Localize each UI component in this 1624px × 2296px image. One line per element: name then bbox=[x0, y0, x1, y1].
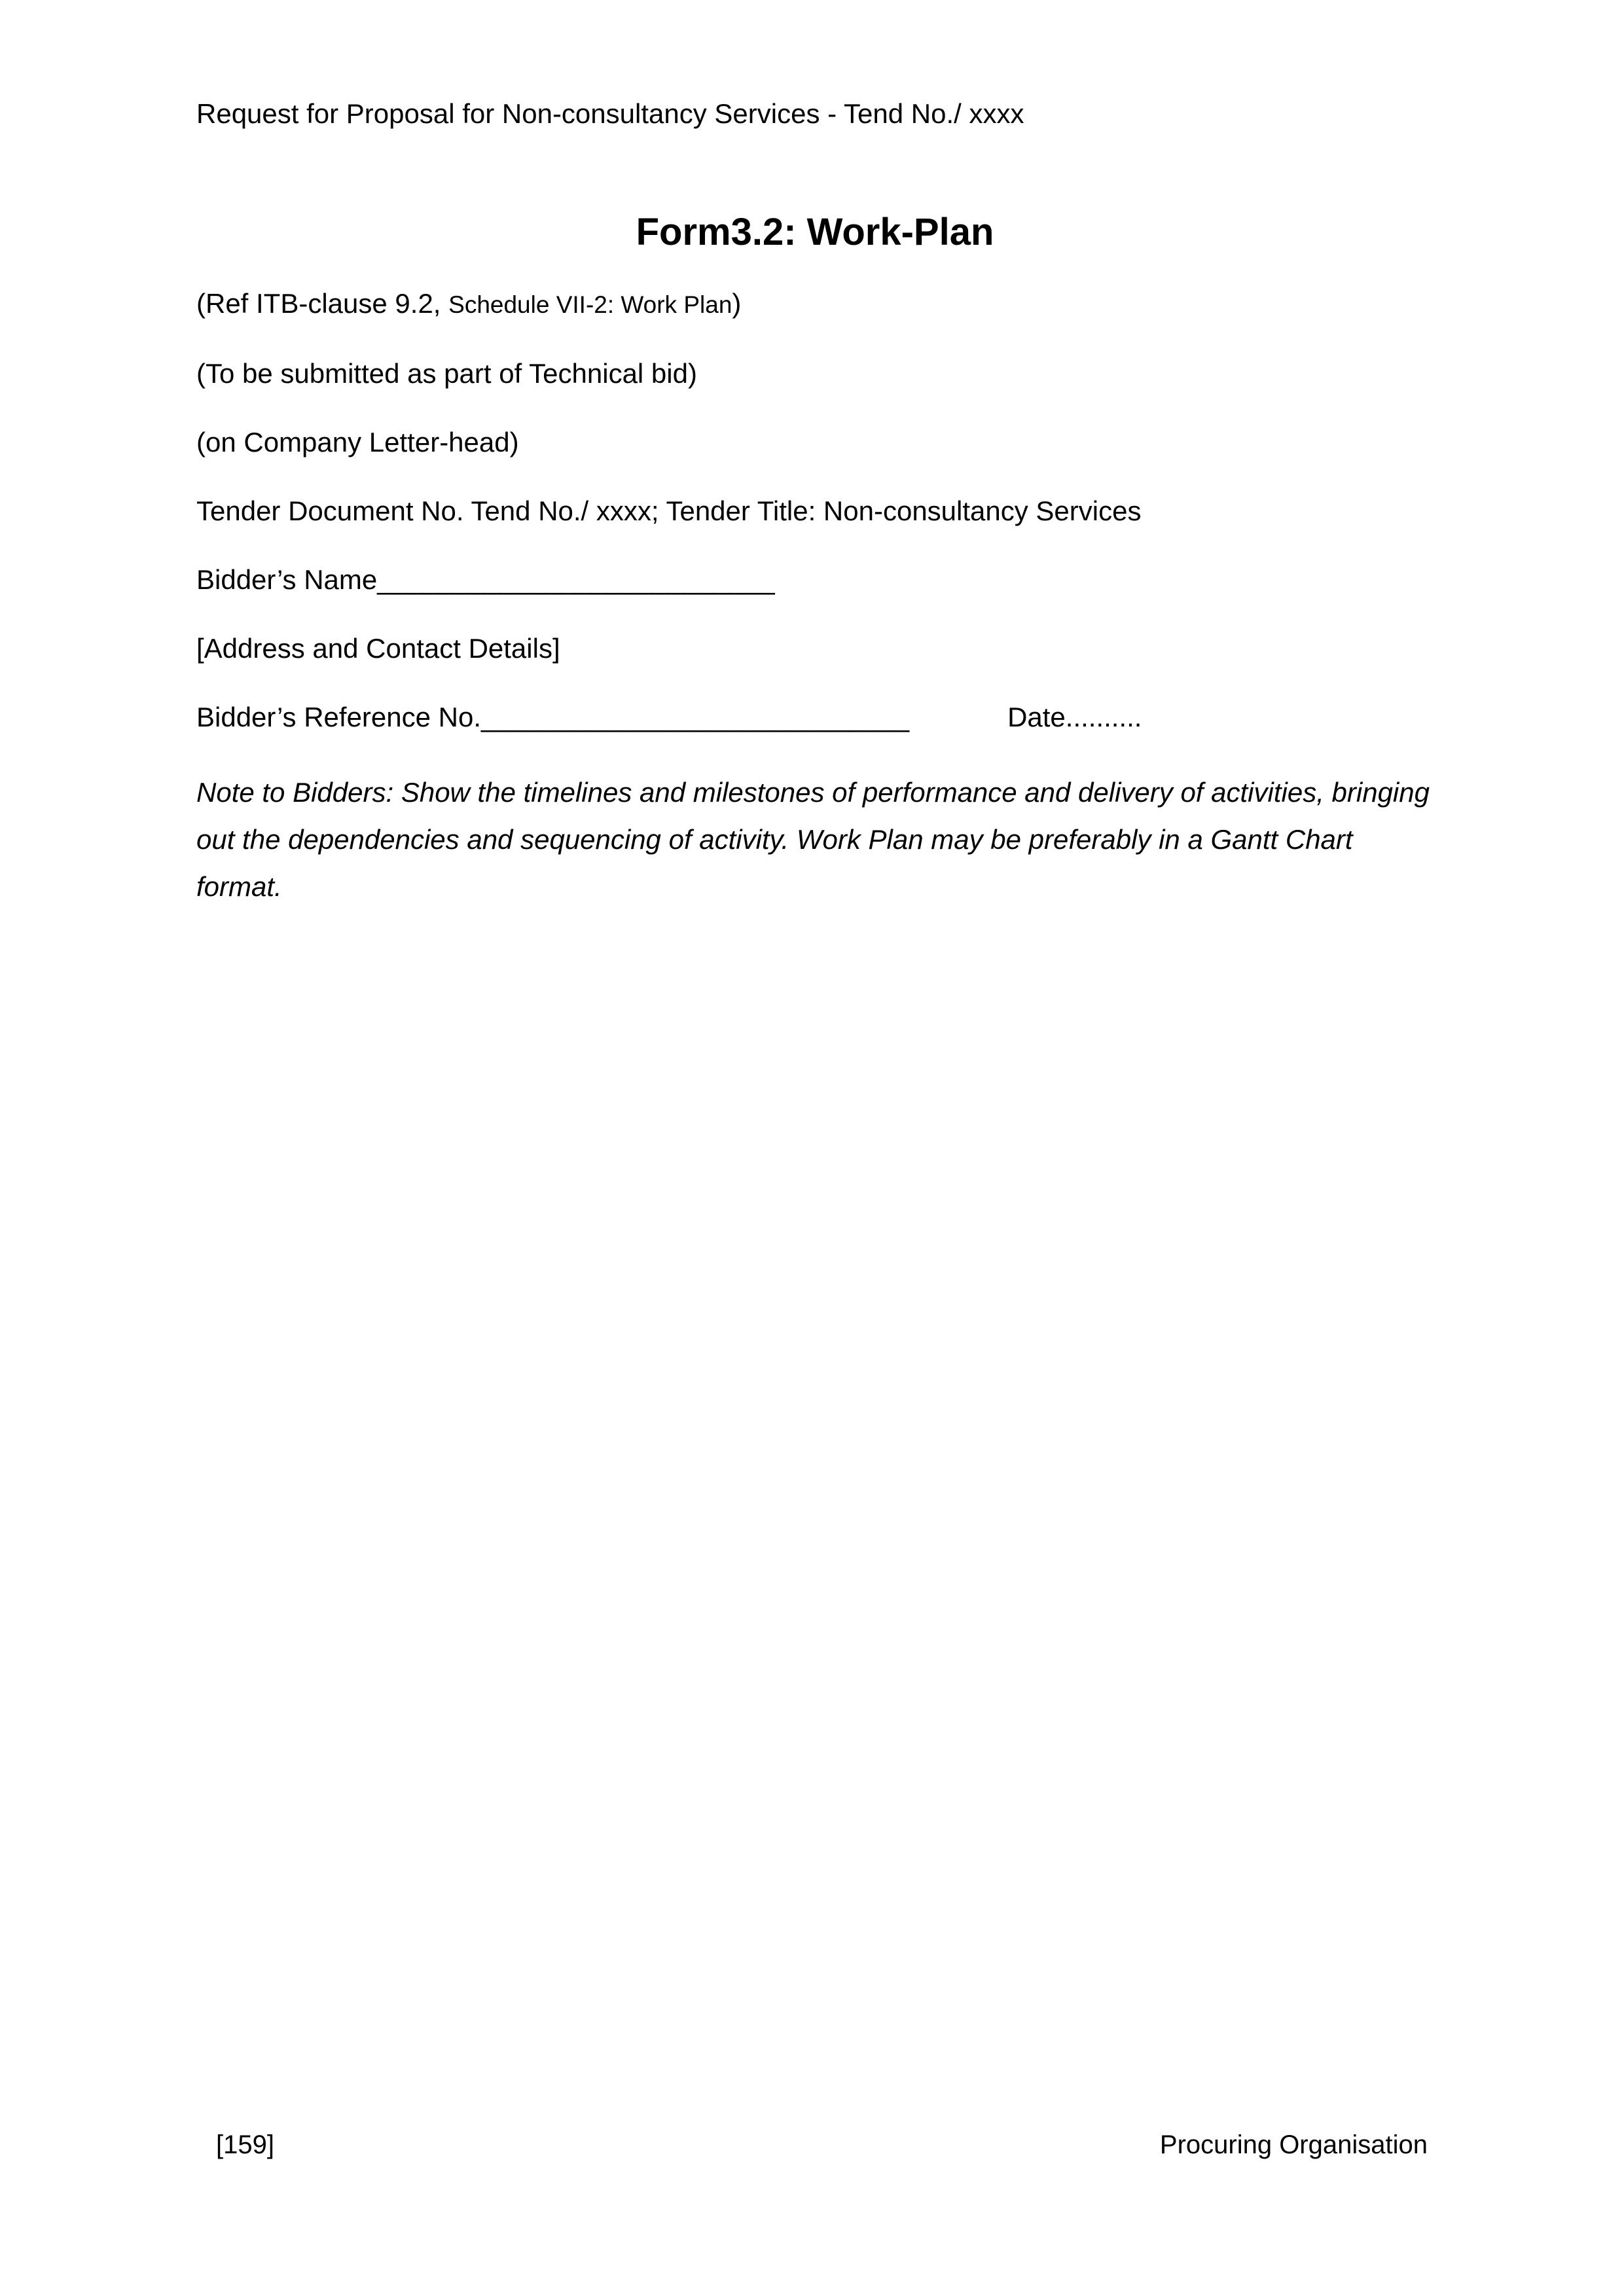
bidder-name-line bbox=[196, 563, 1434, 597]
bidder-name-blank[interactable]: __________________________ bbox=[377, 564, 775, 595]
ref-clause-line bbox=[196, 287, 1434, 322]
ref-clause-close: ) bbox=[732, 288, 742, 319]
letterhead-note-line: (on Company Letter-head) bbox=[196, 427, 519, 457]
page-number: [159] bbox=[216, 2130, 274, 2159]
address-line: [Address and Contact Details] bbox=[196, 633, 560, 664]
page-header: Request for Proposal for Non-consultancy Services - Tend No./ xxxx bbox=[196, 98, 1024, 129]
page-footer bbox=[196, 2128, 1428, 2161]
ref-clause-lead: (Ref ITB-clause 9.2, bbox=[196, 288, 449, 319]
reference-no-blank[interactable]: ____________________________ bbox=[481, 702, 910, 732]
note-to-bidders: Note to Bidders: Show the timelines and milestones of performance and delivery of activities, bringing out the dependencies and sequencing of activity. Work Plan may be preferably in a Gantt Chart format. bbox=[196, 777, 1430, 902]
document-body bbox=[196, 209, 1434, 910]
reference-no-line bbox=[196, 700, 1434, 734]
submission-note-line: (To be submitted as part of Technical bid) bbox=[196, 358, 697, 389]
bidder-name-label: Bidder’s Name bbox=[196, 564, 378, 595]
date-field[interactable]: Date.......... bbox=[1007, 702, 1142, 732]
ref-clause-schedule: Schedule VII-2: Work Plan bbox=[448, 291, 732, 318]
form-title: Form3.2: Work-Plan bbox=[636, 211, 994, 253]
reference-no-label: Bidder’s Reference No. bbox=[196, 702, 482, 732]
tender-document-line: Tender Document No. Tend No./ xxxx; Tender Title: Non-consultancy Services bbox=[196, 495, 1142, 526]
procuring-organisation-label: Procuring Organisation bbox=[1159, 2130, 1428, 2159]
